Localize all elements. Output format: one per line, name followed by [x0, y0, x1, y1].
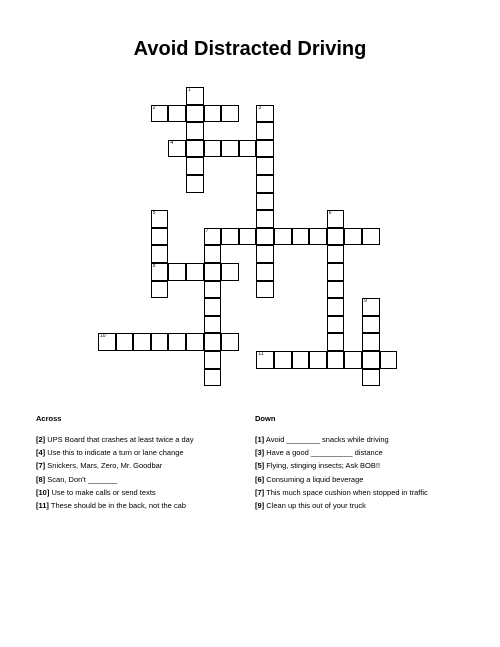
across-heading: Across — [36, 414, 62, 423]
clue-number: [11] — [36, 500, 49, 510]
grid-cell[interactable] — [221, 333, 239, 351]
clue-number: [8] — [36, 474, 46, 484]
cell-number: 10 — [100, 333, 106, 340]
grid-cell[interactable] — [186, 333, 204, 351]
grid-cell[interactable] — [186, 263, 204, 281]
grid-cell[interactable] — [116, 333, 134, 351]
grid-cell[interactable] — [204, 140, 222, 158]
down-clue — [255, 473, 485, 486]
grid-cell[interactable] — [186, 122, 204, 140]
grid-cell[interactable] — [186, 157, 204, 175]
across-clues — [36, 414, 266, 512]
down-heading: Down — [255, 414, 276, 423]
grid-cell[interactable] — [256, 175, 274, 193]
grid-cell[interactable] — [309, 228, 327, 246]
across-clue — [36, 499, 266, 512]
grid-cell[interactable] — [327, 245, 345, 263]
clue-number: [6] — [255, 474, 265, 484]
grid-cell[interactable] — [186, 105, 204, 123]
across-clue — [36, 459, 266, 472]
clue-number: [3] — [255, 448, 265, 458]
grid-cell[interactable] — [344, 228, 362, 246]
grid-cell[interactable] — [239, 228, 257, 246]
grid-cell[interactable] — [327, 333, 345, 351]
down-clues — [255, 414, 485, 512]
grid-cell[interactable] — [256, 157, 274, 175]
cell-number: 1 — [188, 87, 191, 93]
grid-cell[interactable] — [168, 263, 186, 281]
grid-cell[interactable] — [186, 140, 204, 158]
clue-text: Use this to indicate a turn or lane change — [47, 448, 184, 458]
clue-text: Avoid ________ snacks while driving — [265, 435, 389, 444]
cell-number: 3 — [258, 104, 262, 111]
clue-number: [4] — [36, 448, 46, 458]
grid-cell[interactable] — [362, 298, 380, 316]
cell-number: 4 — [170, 139, 174, 146]
grid-cell[interactable] — [151, 245, 169, 263]
grid-cell[interactable] — [221, 140, 239, 158]
cell-number: 9 — [364, 298, 367, 305]
clue-number: [5] — [255, 461, 265, 471]
clue-text: This much space cushion when stopped in traffic — [266, 487, 428, 497]
down-clue — [255, 486, 485, 499]
cell-number: 6 — [328, 210, 332, 217]
clue-number: [1] — [255, 435, 265, 444]
grid-cell[interactable] — [151, 333, 169, 351]
cell-number: 11 — [258, 351, 264, 357]
grid-cell[interactable] — [309, 351, 327, 369]
grid-cell[interactable] — [327, 316, 345, 334]
clue-number: [9] — [255, 500, 265, 510]
grid-cell[interactable] — [133, 333, 151, 351]
grid-cell[interactable] — [204, 316, 222, 334]
across-clue — [36, 473, 266, 486]
across-clue — [36, 446, 266, 459]
grid-cell[interactable] — [221, 263, 239, 281]
cell-number: 5 — [152, 210, 156, 217]
grid-cell[interactable] — [204, 245, 222, 263]
grid-cell[interactable] — [98, 333, 116, 351]
grid-cell[interactable] — [204, 369, 222, 387]
grid-cell[interactable] — [186, 175, 204, 193]
clue-number: [7] — [255, 487, 265, 497]
grid-cell[interactable] — [204, 351, 222, 369]
grid-cell[interactable] — [327, 298, 345, 316]
grid-cell[interactable] — [380, 351, 398, 369]
grid-cell[interactable] — [256, 263, 274, 281]
grid-cell[interactable] — [256, 193, 274, 211]
clue-text: Consuming a liquid beverage — [266, 474, 364, 484]
down-clue — [255, 459, 485, 472]
grid-cell[interactable] — [256, 140, 274, 158]
puzzle-title: Avoid Distracted Driving — [133, 38, 367, 60]
cell-number: 7 — [205, 227, 209, 234]
grid-cell[interactable] — [151, 210, 169, 228]
grid-cell[interactable] — [362, 333, 380, 351]
clue-text: Use to make calls or send texts — [51, 487, 156, 497]
grid-cell[interactable] — [292, 351, 310, 369]
clue-text: UPS Board that crashes at least twice a day — [47, 435, 194, 444]
grid-cell[interactable] — [256, 245, 274, 263]
grid-cell[interactable] — [151, 281, 169, 299]
grid-cell[interactable] — [256, 351, 274, 369]
clue-number: [10] — [36, 487, 50, 497]
across-clue — [36, 433, 266, 446]
grid-cell[interactable] — [151, 228, 169, 246]
cell-number: 2 — [152, 104, 156, 111]
grid-cell[interactable] — [327, 228, 345, 246]
grid-cell[interactable] — [256, 122, 274, 140]
grid-cell[interactable] — [221, 105, 239, 123]
grid-cell[interactable] — [362, 316, 380, 334]
grid-cell[interactable] — [186, 87, 204, 105]
clue-text: Clean up this out of your truck — [266, 500, 366, 510]
clue-number: [2] — [36, 435, 46, 444]
down-clue — [255, 446, 485, 459]
clue-text: Have a good __________ distance — [266, 448, 383, 458]
grid-cell[interactable] — [221, 228, 239, 246]
down-clue — [255, 433, 485, 446]
grid-cell[interactable] — [344, 351, 362, 369]
clue-text: Scan, Don't _______ — [47, 474, 118, 484]
across-clue — [36, 486, 266, 499]
grid-cell[interactable] — [274, 351, 292, 369]
grid-cell[interactable] — [204, 105, 222, 123]
grid-cell[interactable] — [151, 263, 169, 281]
grid-cell[interactable] — [204, 298, 222, 316]
clue-text: These should be in the back, not the cab — [50, 500, 186, 510]
grid-cell[interactable] — [204, 228, 222, 246]
grid-cell[interactable] — [204, 263, 222, 281]
grid-cell[interactable] — [204, 333, 222, 351]
grid-cell[interactable] — [168, 140, 186, 158]
grid-cell[interactable] — [327, 281, 345, 299]
grid-cell[interactable] — [168, 333, 186, 351]
grid-cell[interactable] — [362, 369, 380, 387]
grid-cell[interactable] — [256, 281, 274, 299]
grid-cell[interactable] — [256, 105, 274, 123]
grid-cell[interactable] — [327, 210, 345, 228]
cell-number: 8 — [152, 263, 156, 269]
grid-cell[interactable] — [239, 140, 257, 158]
grid-cell[interactable] — [362, 228, 380, 246]
down-clue — [255, 499, 485, 512]
grid-cell[interactable] — [292, 228, 310, 246]
clue-text: Snickers, Mars, Zero, Mr. Goodbar — [47, 461, 163, 471]
grid-cell[interactable] — [327, 351, 345, 369]
grid-cell[interactable] — [256, 210, 274, 228]
grid-cell[interactable] — [274, 228, 292, 246]
clue-number: [7] — [36, 461, 46, 471]
grid-cell[interactable] — [168, 105, 186, 123]
grid-cell[interactable] — [256, 228, 274, 246]
clue-text: Flying, stinging insects; Ask BOB!! — [266, 461, 381, 471]
grid-cell[interactable] — [327, 263, 345, 281]
grid-cell[interactable] — [151, 105, 169, 123]
grid-cell[interactable] — [204, 281, 222, 299]
grid-cell[interactable] — [362, 351, 380, 369]
